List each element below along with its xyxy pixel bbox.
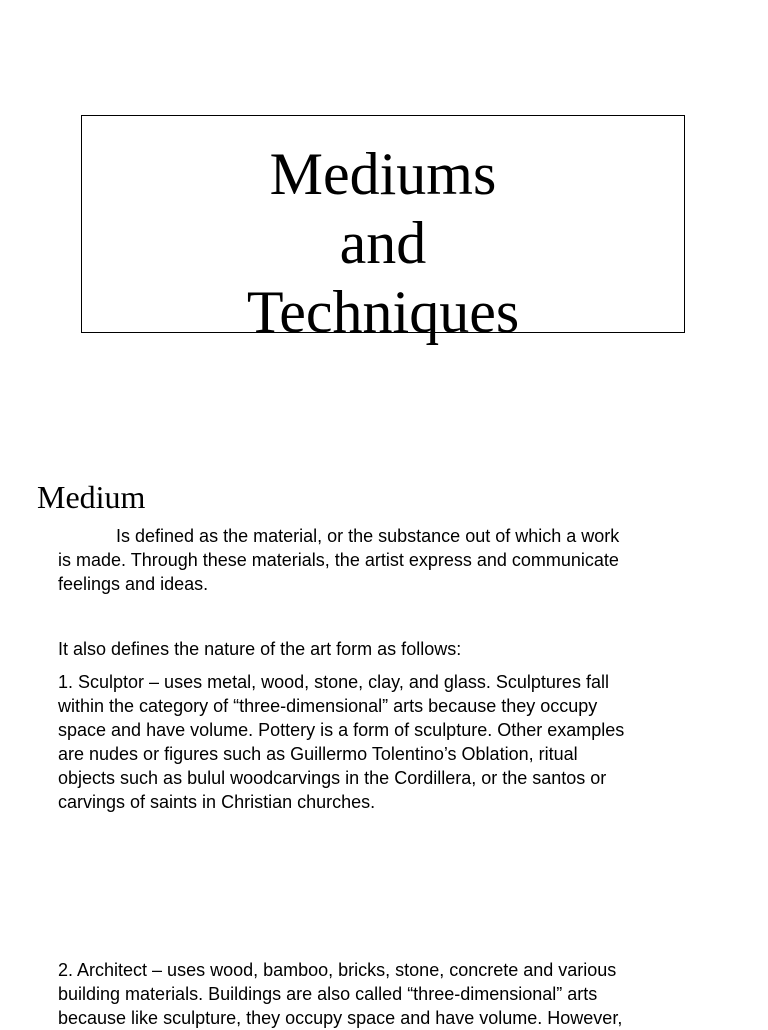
sculptor-line: space and have volume. Pottery is a form of sculpture. Other examples <box>58 720 625 740</box>
sculptor-line: 1. Sculptor – uses metal, wood, stone, clay, and glass. Sculptures fall <box>58 672 609 692</box>
architect-line: because like sculpture, they occupy space and have volume. However, <box>58 1008 623 1028</box>
definition-line: feelings and ideas. <box>58 574 209 594</box>
sculptor-line: within the category of “three-dimensional” arts because they occupy <box>58 696 598 716</box>
architect-line: building materials. Buildings are also called “three-dimensional” arts <box>58 984 598 1004</box>
sculptor-line: objects such as bulul woodcarvings in the Cordillera, or the santos or <box>58 768 607 788</box>
architect-item <box>58 958 708 1030</box>
architect-line: 2. Architect – uses wood, bamboo, bricks, stone, concrete and various <box>58 960 617 980</box>
definition-line: Is defined as the material, or the substance out of which a work <box>116 526 620 546</box>
title-line-2: and <box>339 210 427 276</box>
title-line-1: Mediums <box>269 141 497 207</box>
title-box <box>81 115 685 345</box>
sculptor-line: carvings of saints in Christian churches. <box>58 792 376 812</box>
medium-heading: Medium <box>37 479 146 515</box>
intro-line: It also defines the nature of the art form as follows: <box>58 639 462 659</box>
sculptor-line: are nudes or figures such as Guillermo Tolentino’s Oblation, ritual <box>58 744 578 764</box>
medium-definition <box>58 524 708 596</box>
definition-line: is made. Through these materials, the artist express and communicate <box>58 550 619 570</box>
sculptor-item <box>58 670 708 814</box>
art-form-intro <box>58 637 708 661</box>
title-line-3: Techniques <box>246 279 520 345</box>
